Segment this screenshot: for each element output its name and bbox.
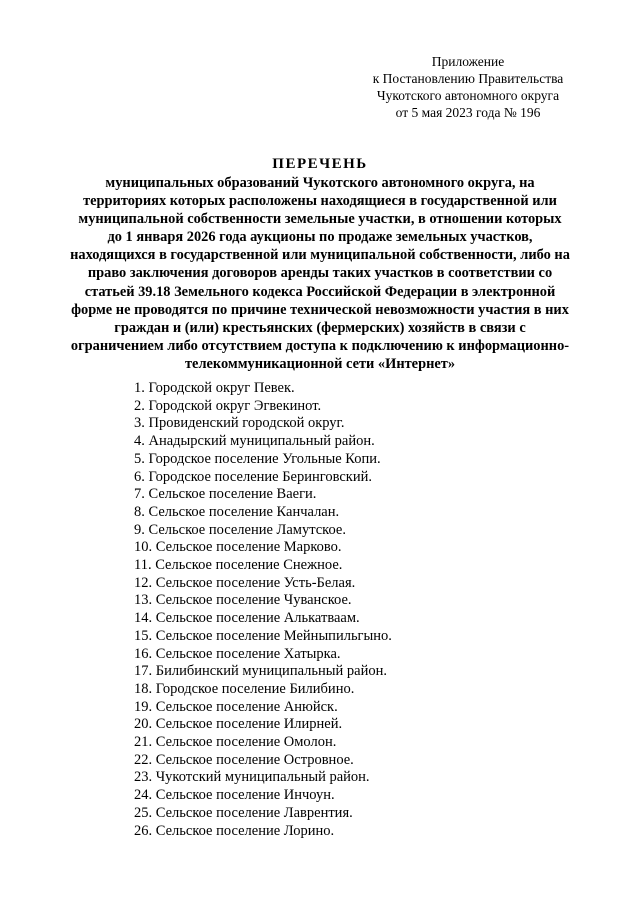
- list-item: 20. Сельское поселение Илирней.: [134, 716, 343, 733]
- list-item: 21. Сельское поселение Омолон.: [134, 734, 337, 751]
- list-item: 5. Городское поселение Угольные Копи.: [134, 450, 381, 467]
- list-item: 16. Сельское поселение Хатырка.: [134, 645, 341, 662]
- list-item: 25. Сельское поселение Лаврентия.: [134, 804, 353, 821]
- list-item: 9. Сельское поселение Ламутское.: [134, 521, 346, 538]
- list-item: 3. Провиденский городской округ.: [134, 415, 345, 432]
- appendix-block: [338, 53, 598, 121]
- document-subtitle: муниципальных образований Чукотского автономного округа, на территориях которых расположены находящиеся в государственной или муниципальной собственности земельные участки, в отношении которых до 1 января 2026 года аукционы по продаже земельных участков, находящихся в государственной или муниципальной собственности, либо на право заключения договоров аренды таких участков в соответствии со статьей 39.18 Земельного кодекса Российской Федерации в электронной форме не проводятся по причине технической невозможности участия в них граждан и (или) крестьянских (фермерских) хозяйств в связи с ограничением либо отсутствием доступа к подключению к информационно-телекоммуникационной сети «Интернет»: [70, 175, 570, 372]
- list-item: 8. Сельское поселение Канчалан.: [134, 503, 340, 520]
- list-item: 13. Сельское поселение Чуванское.: [134, 592, 352, 609]
- list-item: 24. Сельское поселение Инчоун.: [134, 787, 335, 804]
- appendix-date: от 5 мая 2023 года № 196: [395, 105, 541, 120]
- list-item: 10. Сельское поселение Марково.: [134, 539, 342, 556]
- appendix-region: Чукотского автономного округа: [376, 88, 560, 103]
- list-item: 15. Сельское поселение Мейныпильгыно.: [134, 627, 392, 644]
- list-item: 6. Городское поселение Беринговский.: [134, 468, 372, 485]
- municipality-list: [134, 380, 392, 840]
- appendix-label: Приложение: [431, 54, 505, 69]
- document-heading: [70, 155, 570, 373]
- list-item: 1. Городской округ Певек.: [134, 380, 295, 396]
- list-item: 19. Сельское поселение Анюйск.: [134, 698, 338, 715]
- list-item: 7. Сельское поселение Ваеги.: [134, 486, 317, 503]
- appendix-resolution: к Постановлению Правительства: [372, 71, 564, 86]
- list-item: 2. Городской округ Эгвекинот.: [134, 397, 322, 414]
- list-item: 22. Сельское поселение Островное.: [134, 751, 354, 768]
- list-item: 14. Сельское поселение Алькатваам.: [134, 610, 360, 627]
- list-item: 17. Билибинский муниципальный район.: [134, 663, 387, 680]
- list-item: 23. Чукотский муниципальный район.: [134, 769, 370, 786]
- list-item: 11. Сельское поселение Снежное.: [134, 557, 343, 574]
- document-title: ПЕРЕЧЕНЬ: [272, 156, 368, 172]
- list-item: 18. Городское поселение Билибино.: [134, 680, 355, 697]
- list-item: 4. Анадырский муниципальный район.: [134, 433, 375, 450]
- list-item: 26. Сельское поселение Лорино.: [134, 822, 335, 839]
- list-item: 12. Сельское поселение Усть-Белая.: [134, 574, 356, 591]
